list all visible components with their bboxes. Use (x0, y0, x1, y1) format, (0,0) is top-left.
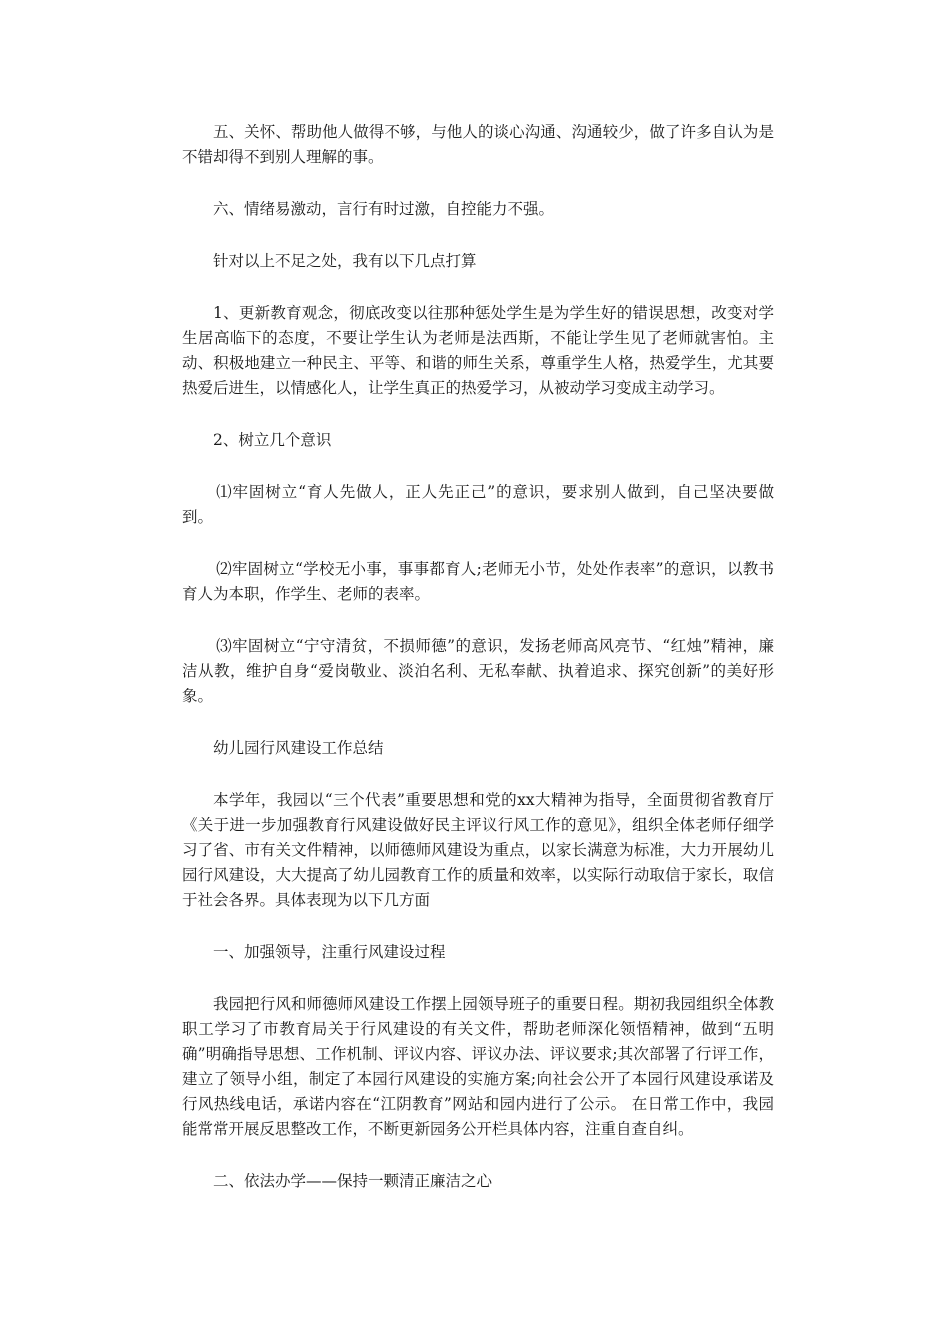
paragraph-item-5: 五、关怀、帮助他人做得不够，与他人的谈心沟通、沟通较少，做了许多自认为是不错却得不到别人理解的事。 (182, 123, 774, 166)
paragraph-plan-1: 1、更新教育观念，彻底改变以往那种惩处学生是为学生好的错误思想，改变对学生居高临下的态度，不要让学生认为老师是法西斯，不能让学生见了老师就害怕。主动、积极地建立一种民主、平等、和谐的师生关系，尊重学生人格，热爱学生，尤其要热爱后进生，以情感化人，让学生真正的热爱学习，从被动学习变成主动学习。 (182, 304, 774, 397)
paragraph-plan-2: 2、树立几个意识 (213, 431, 332, 449)
document-body (182, 120, 774, 1221)
paragraph-awareness-2: ⑵牢固树立“学校无小事，事事都育人;老师无小节，处处作表率”的意识，以教书育人为本职，作学生、老师的表率。 (182, 560, 774, 603)
paragraph-leadership: 我园把行风和师德师风建设工作摆上园领导班子的重要日程。期初我园组织全体教职工学习了市教育局关于行风建设的有关文件，帮助老师深化领悟精神，做到“五明确”明确指导思想、工作机制、评议内容、评议办法、评议要求;其次部署了行评工作，建立了领导小组，制定了本园行风建设的实施方案;向社会公开了本园行风建设承诺及行风热线电话，承诺内容在“江阴教育”网站和园内进行了公示。 在日常工作中，我园能常常开展反思整改工作，不断更新园务公开栏具体内容，注重自查自纠。 (182, 995, 774, 1138)
paragraph-summary-intro: 本学年，我园以“三个代表”重要思想和党的xx大精神为指导，全面贯彻省教育厅《关于进一步加强教育行风建设做好民主评议行风工作的意见》，组织全体老师仔细学习了省、市有关文件精神，以师德师风建设为重点，以家长满意为标准，大力开展幼儿园行风建设，大大提高了幼儿园教育工作的质量和效率，以实际行动取信于家长，取信于社会各界。具体表现为以下几方面 (182, 791, 774, 909)
paragraph-heading-2: 二、依法办学——保持一颗清正廉洁之心 (213, 1172, 493, 1190)
paragraph-heading-1: 一、加强领导，注重行风建设过程 (213, 943, 446, 961)
paragraph-awareness-3: ⑶牢固树立“宁守清贫，不损师德”的意识，发扬老师高风亮节、“红烛”精神，廉洁从教，维护自身“爱岗敬业、淡泊名利、无私奉献、执着追求、探究创新”的美好形象。 (182, 637, 774, 705)
paragraph-plan-intro: 针对以上不足之处，我有以下几点打算 (213, 252, 477, 270)
paragraph-item-6: 六、情绪易激动，言行有时过激，自控能力不强。 (213, 200, 555, 218)
paragraph-awareness-1: ⑴牢固树立“育人先做人，正人先正己”的意识，要求别人做到，自己坚决要做到。 (182, 483, 774, 526)
section-heading: 幼儿园行风建设工作总结 (213, 739, 384, 757)
